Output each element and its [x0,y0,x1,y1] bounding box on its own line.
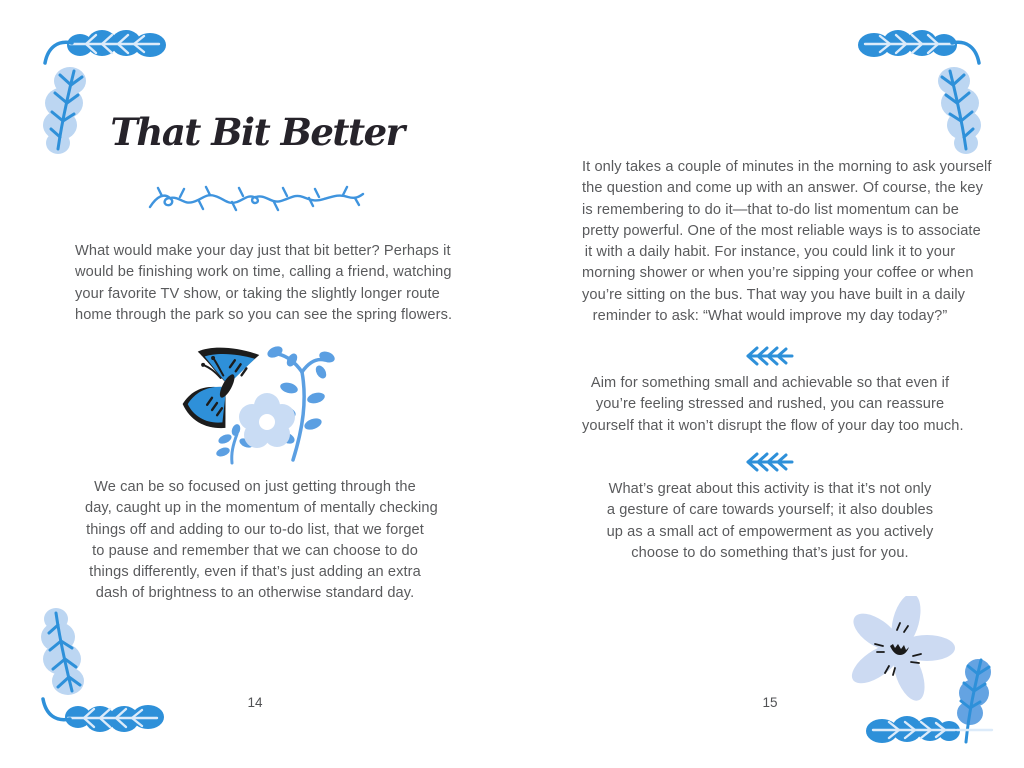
text-line: you’re sitting on the bus. That way you have built in a daily [582,286,966,303]
page-number-right: 15 [762,695,778,710]
text-line: you’re feeling stressed and rushed, you can reassure [595,396,945,413]
fern-arrow-divider-icon [742,344,798,368]
text-line: it with a daily habit. For instance, you could link it to your [584,244,956,261]
vine-squiggle-divider-icon [147,182,367,214]
chapter-title: That Bit Better [110,110,404,154]
flower-leaf-corner-icon [836,596,1008,746]
text-line: is remembering to do it—that to-do list momentum can be [582,201,959,218]
text-line: things differently, even if that’s just adding an extra [89,564,421,581]
text-line: yourself that it won’t disrupt the flow of your day too much. [582,417,964,434]
fern-arrow-divider-icon [742,450,798,474]
text-line: Aim for something small and achievable so that even if [590,375,950,391]
right-paragraph-3 [582,479,958,564]
text-line: would be finishing work on time, calling a friend, watching [75,264,452,281]
text-line: What would make your day just that bit better? Perhaps it [75,243,451,259]
text-line: We can be so focused on just getting through the [94,479,416,495]
leaf-branch-icon-bottom-left [16,604,166,744]
text-line: to pause and remember that we can choose to do [92,542,418,559]
butterfly-flower-sprig-icon [175,340,345,465]
text-line: pretty powerful. One of the most reliable ways is to associate [582,222,981,239]
text-line: your favorite TV show, or taking the slightly longer route [75,285,440,302]
text-line: reminder to ask: “What would improve my day today?” [592,308,948,325]
text-line: the question and come up with an answer. Of course, the key [582,180,983,197]
text-line: up as a small act of empowerment as you actively [606,523,934,540]
text-line: It only takes a couple of minutes in the morning to ask yourself [582,159,992,175]
text-line: things off and adding to our to-do list, that we forget [86,521,424,538]
page-number-left: 14 [247,695,263,710]
text-line: choose to do something that’s just for you. [631,544,909,561]
text-line: dash of brightness to an otherwise standard day. [95,585,415,602]
text-line: morning shower or when you’re sipping your coffee or when [582,265,974,282]
text-line: day, caught up in the momentum of mentally checking [85,500,438,517]
right-paragraph-2 [582,373,964,437]
left-paragraph-1 [75,241,453,326]
left-paragraph-2 [85,477,438,605]
text-line: a gesture of care towards yourself; it also doubles [606,502,934,519]
leaf-branch-icon-top-right [856,22,1006,154]
text-line: home through the park so you can see the spring flowers. [75,306,453,323]
text-line: What’s great about this activity is that it’s not only [608,481,932,497]
right-paragraph-1 [582,157,992,327]
